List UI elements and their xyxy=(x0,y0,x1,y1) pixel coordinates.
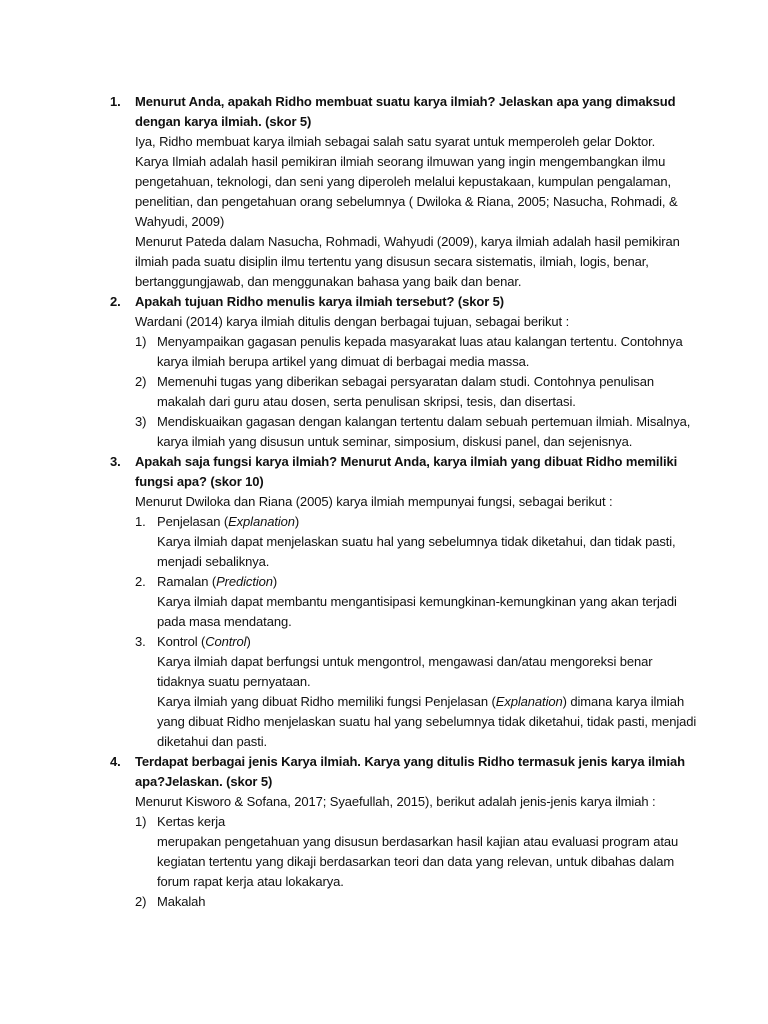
answer-intro: Menurut Dwiloka dan Riana (2005) karya ilmiah mempunyai fungsi, sebagai berikut : xyxy=(135,494,613,509)
label-italic: Control xyxy=(205,634,247,649)
question-1 xyxy=(110,92,698,292)
list-item xyxy=(135,512,698,572)
list-item-text: Menyampaikan gagasan penulis kepada masyarakat luas atau kalangan tertentu. Contohnya karya ilmiah berupa artikel yang dimuat di berbagai media massa. xyxy=(157,334,683,369)
question-3 xyxy=(110,452,698,752)
list-item xyxy=(135,372,698,412)
answer-paragraph: Iya, Ridho membuat karya ilmiah sebagai salah satu syarat untuk memperoleh gelar Doktor. xyxy=(135,134,656,149)
list-item-number: 1) xyxy=(135,814,147,829)
list-item-number: 3. xyxy=(135,634,146,649)
list-item-text: Memenuhi tugas yang diberikan sebagai persyaratan dalam studi. Contohnya penulisan makalah dari guru atau dosen, serta penulisan skripsi, tesis, dan disertasi. xyxy=(157,374,654,409)
question-2 xyxy=(110,292,698,452)
list-item-number: 2) xyxy=(135,374,147,389)
question-title: Apakah tujuan Ridho menulis karya ilmiah tersebut? (skor 5) xyxy=(135,294,505,309)
conclusion-italic: Explanation xyxy=(495,694,563,709)
label-text: Penjelasan ( xyxy=(157,514,229,529)
answer-paragraph: Menurut Pateda dalam Nasucha, Rohmadi, Wahyudi (2009), karya ilmiah adalah hasil pemikiran ilmiah pada suatu disiplin ilmu tertentu yang disusun secara sistematis, ilmiah, logis, benar, bertanggungjawab, dan menggunakan bahasa yang baik dan benar. xyxy=(135,234,680,289)
question-number: 3. xyxy=(110,454,121,469)
label-end: ) xyxy=(246,634,251,649)
conclusion-part-b: ) dimana karya ilmiah yang dibuat Ridho menjelaskan suatu hal yang sebelumnya tidak diketahui, tidak pasti, menjadi diketahui dan pasti. xyxy=(157,694,697,749)
list-item-number: 2) xyxy=(135,894,147,909)
list-item-text: merupakan pengetahuan yang disusun berdasarkan hasil kajian atau evaluasi program atau kegiatan tertentu yang dikaji berdasarkan teori dan data yang relevan, untuk dibahas dalam forum rapat kerja atau lokakarya. xyxy=(157,834,679,889)
list-item-text: Mendiskuaikan gagasan dengan kalangan tertentu dalam sebuah pertemuan ilmiah. Misalnya, karya ilmiah yang disusun untuk seminar, simposium, diskusi panel, dan sejenisnya. xyxy=(157,414,691,449)
answer-intro: Menurut Kisworo & Sofana, 2017; Syaefullah, 2015), berikut adalah jenis-jenis karya ilmiah : xyxy=(135,794,656,809)
list-item xyxy=(135,892,698,912)
question-title: Apakah saja fungsi karya ilmiah? Menurut Anda, karya ilmiah yang dibuat Ridho memiliki fungsi apa? (skor 10) xyxy=(135,454,678,489)
question-title: Menurut Anda, apakah Ridho membuat suatu karya ilmiah? Jelaskan apa yang dimaksud dengan karya ilmiah. (skor 5) xyxy=(135,94,676,129)
label-end: ) xyxy=(272,574,278,589)
question-number: 1. xyxy=(110,94,121,109)
label-text: Kontrol ( xyxy=(157,634,206,649)
label-end: ) xyxy=(294,514,300,529)
label-text: Ramalan ( xyxy=(157,574,217,589)
list-item-label: Makalah xyxy=(157,894,206,909)
list-item-text: Karya ilmiah dapat berfungsi untuk mengontrol, mengawasi dan/atau mengoreksi benar tidaknya suatu pernyataan. xyxy=(157,654,653,689)
question-4 xyxy=(110,752,698,912)
question-number: 4. xyxy=(110,754,121,769)
list-item xyxy=(135,632,698,752)
list-item-label xyxy=(157,512,698,532)
list-item-number: 1. xyxy=(135,514,146,529)
list-item-text: Karya ilmiah dapat menjelaskan suatu hal yang sebelumnya tidak diketahui, dan tidak pasti, menjadi sebaliknya. xyxy=(157,534,676,569)
list-item-number: 2. xyxy=(135,574,146,589)
conclusion-text xyxy=(157,692,698,752)
list-item xyxy=(135,572,698,632)
question-title: Terdapat berbagai jenis Karya ilmiah. Karya yang ditulis Ridho termasuk jenis karya ilmiah apa?Jelaskan. (skor 5) xyxy=(135,754,685,789)
list-item-text: Karya ilmiah dapat membantu mengantisipasi kemungkinan-kemungkinan yang akan terjadi pada masa mendatang. xyxy=(157,594,677,629)
list-item-label xyxy=(157,572,698,592)
list-item xyxy=(135,812,698,892)
list-item-number: 1) xyxy=(135,334,147,349)
question-number: 2. xyxy=(110,294,121,309)
conclusion-part-a: Karya ilmiah yang dibuat Ridho memiliki fungsi Penjelasan ( xyxy=(157,694,496,709)
label-italic: Explanation xyxy=(228,514,295,529)
answer-intro: Wardani (2014) karya ilmiah ditulis dengan berbagai tujuan, sebagai berikut : xyxy=(135,314,570,329)
label-italic: Prediction xyxy=(216,574,273,589)
list-item xyxy=(135,332,698,372)
list-item xyxy=(135,412,698,452)
list-item-label xyxy=(157,632,698,652)
answer-paragraph: Karya Ilmiah adalah hasil pemikiran ilmiah seorang ilmuwan yang ingin mengembangkan ilmu pengetahuan, teknologi, dan seni yang diperoleh melalui kepustakaan, kumpulan pengalaman, penelitian, dan pengetahuan orang sebelumnya ( Dwiloka & Riana, 2005; Nasucha, Rohmadi, & Wahyudi, 2009) xyxy=(135,154,678,229)
list-item-number: 3) xyxy=(135,414,147,429)
list-item-label: Kertas kerja xyxy=(157,814,226,829)
